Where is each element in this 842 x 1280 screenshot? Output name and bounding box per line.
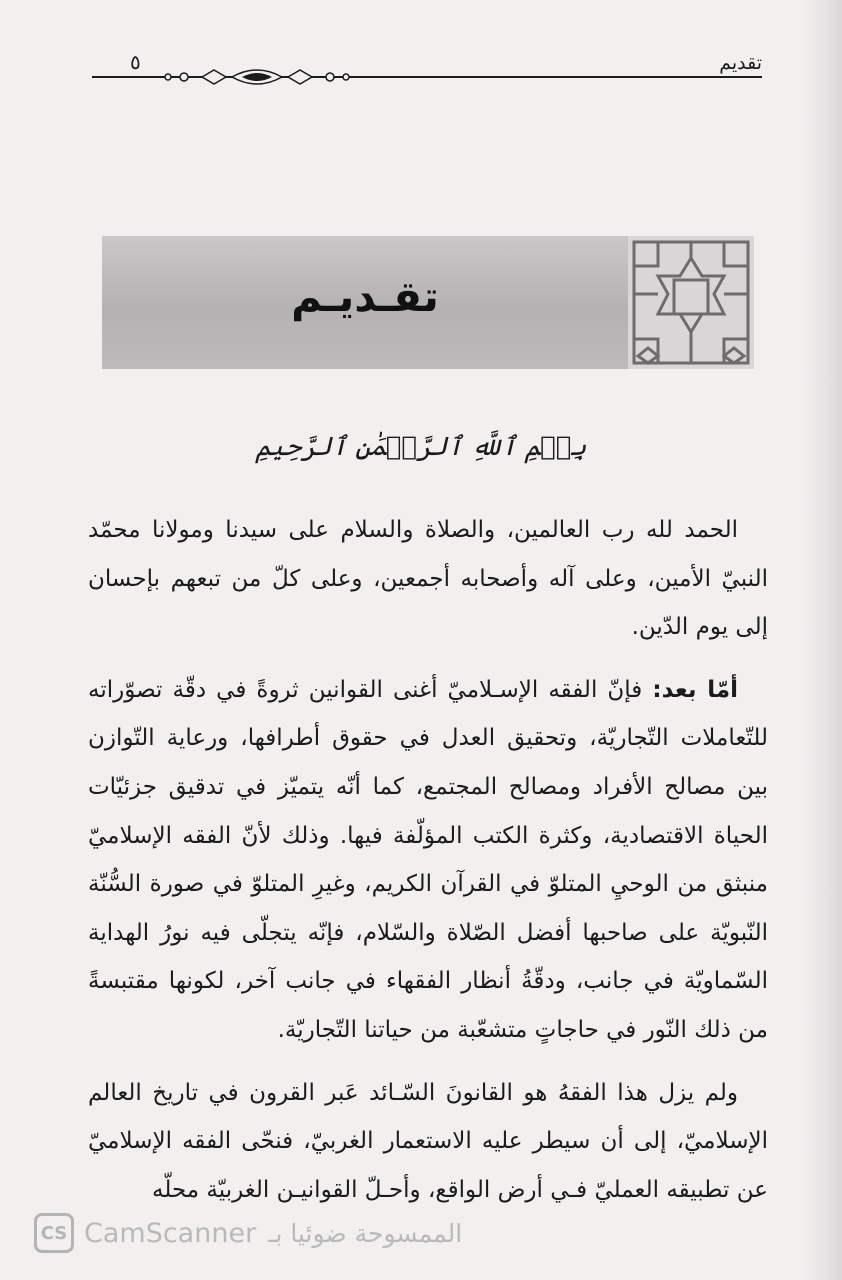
scanner-watermark [34,1210,594,1256]
chapter-title: تقـديـم [291,272,439,321]
paragraph-1 [88,506,768,652]
paragraph-3 [88,1069,768,1215]
watermark-arabic-caption: الممسوحة ضوئيا بـ [268,1218,463,1248]
paragraph-3-text: ولم يزل هذا الفقهُ هو القانونَ السّـائد عَبر القرون في تاريخ العالم الإسلاميّ، إلى أن سيطر عليه الاستعمار الغربيّ، فنحّى الفقه الإسلاميّ عن تطبيقه العمليّ فـي أرض الواقع، وأحـلّ القوانيـن الغربيّة محلّه [88,1079,768,1203]
geometric-pattern-icon [628,236,754,369]
paragraph-1-text: الحمد لله رب العالمين، والصلاة والسلام على سيدنا ومولانا محمّد النبيّ الأمين، وعلى آله وأصحابه أجمعين، وعلى كلّ من تبعهم بإحسان إلى يوم الدّين. [88,517,768,641]
watermark-brand: CamScanner [84,1217,257,1249]
camscanner-logo-icon: CS [34,1213,74,1253]
basmala: بِسۡمِ ٱللَّهِ ٱلرَّحۡمَٰنِ ٱلرَّحِيمِ [255,432,587,462]
header-ornament [92,64,762,90]
page-number: ٥ [130,50,141,74]
paragraph-2-text: فإنّ الفقه الإسـلاميّ أغنى القوانين ثروةً في دقّة تصوّراته للتّعاملات التّجاريّة، وتحقيق العدل في حقوق أطرافها، ورعاية التّوازن بين مصالح الأفراد ومصالح المجتمع، كما أنّه يتميّز في تدقيق جزئيّات الحياة الاقتصادية، وكثرة الكتب المؤلّفة فيها. وذلك لأنّ الفقه الإسلاميّ منبثق من الوحيِ المتلوّ في القرآن الكريم، وغيرِ المتلوّ في صورة السُّنّة النّبويّة على صاحبها أفضل الصّلاة والسّلام، فإنّه يتجلّى فيه نورُ الهداية السّماويّة في جانب، ودقّةُ أنظار الفقهاء في جانب آخر، لكونها مقتبسةً من ذلك النّور في حاجاتٍ متشعّبة من حياتنا التّجاريّة. [88,676,768,1043]
running-header [92,50,762,90]
running-title: تقديم [719,52,762,74]
paragraph-2-lead: أمّا بعد: [652,676,739,703]
chapter-title-banner [102,236,754,369]
body-text [88,506,768,1228]
page-edge-shadow [802,0,842,1280]
paragraph-2 [88,666,768,1055]
